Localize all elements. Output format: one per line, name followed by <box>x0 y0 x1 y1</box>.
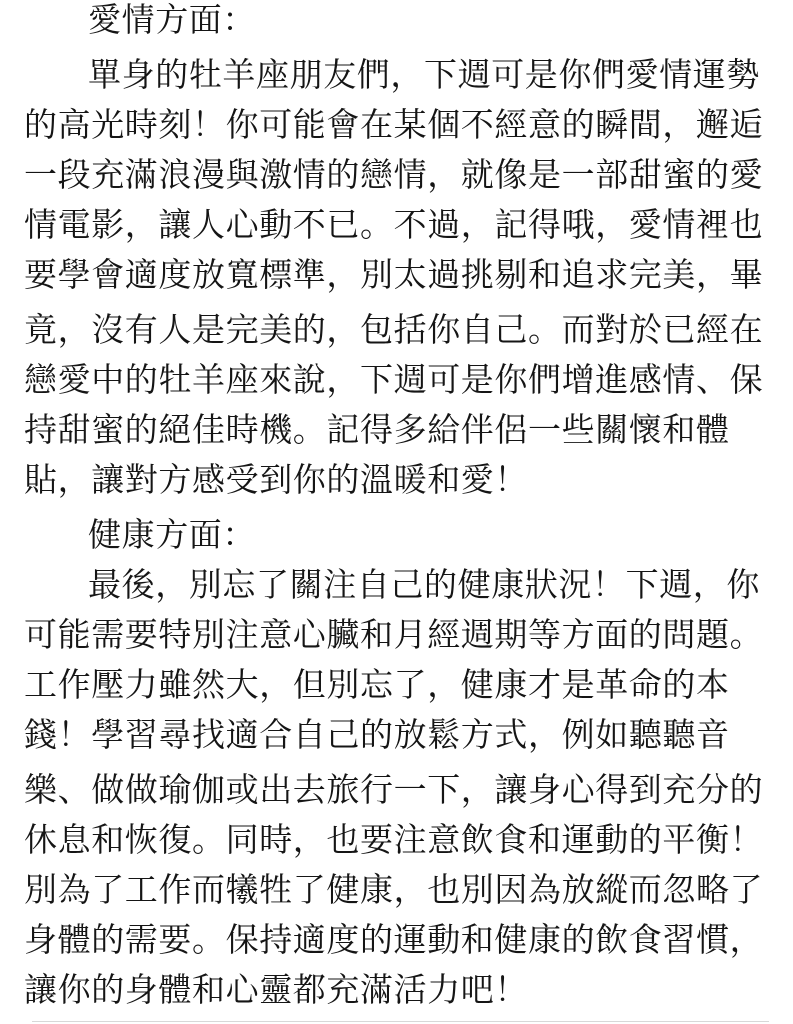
love-paragraph-line: 竟，沒有人是完美的，包括你自己。而對於已經在 <box>24 310 764 349</box>
love-paragraph-line: 貼，讓對方感受到你的溫暖和愛！ <box>24 460 528 499</box>
bottom-divider <box>32 1021 769 1022</box>
love-paragraph-line: 戀愛中的牡羊座來說，下週可是你們增進感情、保 <box>24 360 764 399</box>
health-paragraph-line: 工作壓力雖然大，但別忘了，健康才是革命的本 <box>24 665 730 704</box>
love-paragraph-line: 單身的牡羊座朋友們，下週可是你們愛情運勢 <box>88 55 760 94</box>
love-paragraph-line: 持甜蜜的絕佳時機。記得多給伴侶一些關懷和體 <box>24 410 730 449</box>
love-section-title: 愛情方面： <box>88 0 256 39</box>
health-paragraph-line: 可能需要特別注意心臟和月經週期等方面的問題。 <box>24 615 764 654</box>
love-paragraph-line: 一段充滿浪漫與激情的戀情，就像是一部甜蜜的愛 <box>24 155 764 194</box>
love-paragraph-line: 的高光時刻！你可能會在某個不經意的瞬間，邂逅 <box>24 105 764 144</box>
health-paragraph-line: 最後，別忘了關注自己的健康狀況！下週，你 <box>88 565 760 604</box>
health-paragraph-line: 樂、做做瑜伽或出去旅行一下，讓身心得到充分的 <box>24 770 764 809</box>
health-section-title: 健康方面： <box>88 515 256 554</box>
love-paragraph-line: 情電影，讓人心動不已。不過，記得哦，愛情裡也 <box>24 205 764 244</box>
health-paragraph-line: 身體的需要。保持適度的運動和健康的飲食習慣， <box>24 920 764 959</box>
love-paragraph-line: 要學會適度放寬標準，別太過挑剔和追求完美，畢 <box>24 255 764 294</box>
health-paragraph-line: 錢！學習尋找適合自己的放鬆方式，例如聽聽音 <box>24 715 730 754</box>
health-paragraph-line: 休息和恢復。同時，也要注意飲食和運動的平衡！ <box>24 820 764 859</box>
health-paragraph-line: 讓你的身體和心靈都充滿活力吧！ <box>24 970 528 1009</box>
health-paragraph-line: 別為了工作而犧牲了健康，也別因為放縱而忽略了 <box>24 870 764 909</box>
